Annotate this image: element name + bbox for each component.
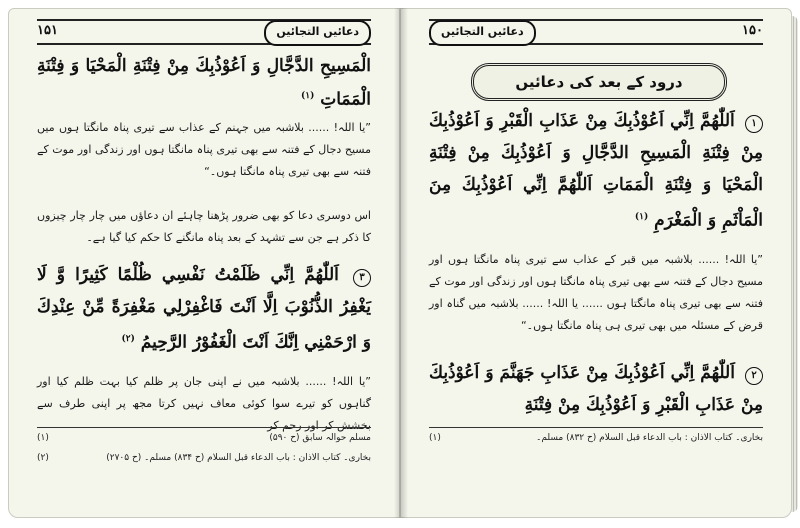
open-book (8, 8, 792, 520)
left-footnote-2 (37, 453, 371, 463)
footnote-separator (429, 427, 763, 428)
footnote-number: (۱) (429, 433, 441, 443)
left-urdu-intro: اس دوسری دعا کو بھی ضرور پڑھنا چاہئے ان دعاؤں میں چار چار چیزوں کا ذکر ہے جن سے تشہد کے بعد پناہ مانگنے کا حکم کیا گیا ہے۔ (37, 209, 371, 244)
arabic-text: اَللّٰهُمَّ اِنِّي ظَلَمْتُ نَفْسِي ظُلْمًا كَثِيرًا وَّ لَا يَغْفِرُ الذُّنُوْبَ اِلَّا اَنْتَ فَاغْفِرْلِي مَغْفِرَةً مِّنْ عِنْدِكَ وَ ارْحَمْنِي اِنَّكَ اَنْتَ الْغَفُوْرُ الرَّحِيمُ (37, 265, 371, 353)
section-title: درود کے بعد کی دعائیں (471, 63, 727, 101)
right-urdu-translation-1: ”یا اللہ! ...... بلاشبہ میں قبر کے عذاب سے تیری پناہ مانگتا ہوں اور مسیح دجال کے فتنہ سے بھی تیری پناہ مانگتا ہوں اور زندگی اور موت کے فتنہ سے بھی تیری پناہ مانگتا ہوں ...... یا اللہ! ...... بلاشبہ میں گناہ اور قرض کے مسئلہ میں بھی تیری ہی پناہ مانگتا ہوں۔“ (429, 253, 763, 332)
left-arabic-continuation (37, 51, 371, 115)
footnote-text: مسلم حوالہ سابق (ح ۵۹۰) (269, 433, 371, 443)
arabic-text: اَللّٰهُمَّ اِنِّي اَعُوْذُبِكَ مِنْ عَذَابِ جَهَنَّمَ وَ اَعُوْذُبِكَ مِنْ عَذَابِ الْقَبْرِ وَ اَعُوْذُبِكَ مِنْ فِتْنَةِ (429, 363, 763, 415)
left-page-header (37, 19, 371, 45)
right-page-number: ۱۵۰ (742, 23, 763, 38)
left-urdu-translation-1: ”یا اللہ! ...... بلاشبہ میں جہنم کے عذاب سے تیری پناہ مانگتا ہوں میں مسیح دجال کے فتنہ سے بھی تیری پناہ مانگتا ہوں اور زندگی اور موت کے فتنہ سے بھی تیری پناہ مانگتا ہوں۔“ (37, 121, 371, 178)
right-arabic-dua-2 (429, 357, 763, 421)
left-page-number: ۱۵۱ (37, 23, 58, 38)
left-header-title: دعائیں التجائیں (264, 20, 371, 46)
book-gutter (394, 8, 408, 518)
left-urdu-translation-2: ”یا اللہ! ...... بلاشبہ میں نے اپنی جان پر ظلم کیا بہت ظلم کیا اور گناہوں کو تیرے سوا کوئی معاف نہیں کرتا مجھ پر اپنی طرف سے بخشش کر اور رحم کر (37, 375, 371, 432)
footnote-separator (37, 427, 371, 428)
arabic-text: اَللّٰهُمَّ اِنِّي اَعُوْذُبِكَ مِنْ عَذَابِ الْقَبْرِ وَ اَعُوْذُبِكَ مِنْ فِتْنَةِ الْمَسِيحِ الدَّجَّالِ وَ اَعُوْذُبِكَ مِنْ فِتْنَةِ الْمَحْيَا وَ فِتْنَةِ الْمَمَاتِ اَللّٰهُمَّ اِنِّي اَعُوْذُبِكَ مِنَ الْمَاْثَمِ وَ الْمَغْرَمِ (429, 111, 763, 231)
left-arabic-dua-3 (37, 259, 371, 359)
footnote-text: بخاری۔ کتاب الاذان : باب الدعاء قبل السلام (ح ۸۳۲) مسلم۔ (536, 433, 763, 443)
right-page (400, 8, 792, 518)
right-page-header (429, 19, 763, 45)
footnote-number: (۲) (37, 453, 49, 463)
reference-mark: (۱) (634, 212, 649, 222)
right-header-title: دعائیں التجائیں (429, 20, 536, 46)
right-footnote-1 (429, 433, 763, 443)
footnote-text: بخاری۔ کتاب الاذان : باب الدعاء قبل السلام (ح ۸۳۴) مسلم۔ (ح ۲۷۰۵) (106, 453, 371, 463)
reference-mark: (۲) (121, 334, 135, 344)
dua-number-badge: ۲ (745, 367, 763, 385)
dua-number-badge: ۳ (353, 269, 371, 287)
footnote-number: (۱) (37, 433, 49, 443)
right-arabic-dua-1 (429, 105, 763, 237)
reference-mark: (۱) (300, 91, 315, 101)
arabic-text: الْمَسِيحِ الدَّجَّالِ وَ اَعُوْذُبِكَ مِنْ فِتْنَةِ الْمَحْيَا وَ فِتْنَةِ الْمَمَاتِ (37, 56, 371, 110)
dua-number-badge: ۱ (745, 115, 763, 133)
left-page (8, 8, 400, 518)
left-footnote-1 (37, 433, 371, 443)
